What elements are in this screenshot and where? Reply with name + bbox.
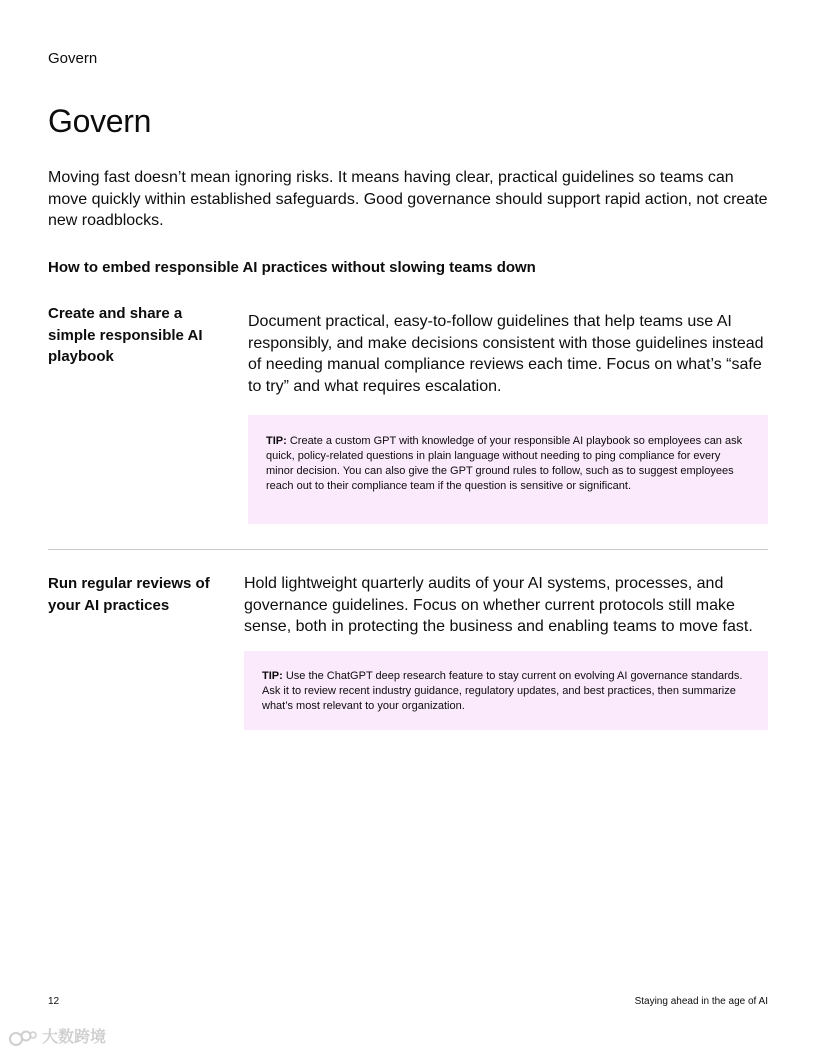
page-number: 12 <box>48 996 60 1007</box>
watermark <box>8 1028 106 1048</box>
tip-label: TIP: <box>266 435 287 447</box>
tip-box <box>248 415 768 524</box>
section-subheading: How to embed responsible AI practices without slowing teams down <box>48 259 536 276</box>
watermark-text: 大数跨境 <box>42 1029 107 1046</box>
practice-body: Document practical, easy-to-follow guidelines that help teams use AI responsibly, and make decisions consistent with those guidelines instead of needing manual compliance reviews each time. Focus on what’s “safe to try” and what requires escalation. <box>248 313 764 395</box>
page-title: Govern <box>48 103 152 139</box>
tip-text: Use the ChatGPT deep research feature to stay current on evolving AI governance standards. Ask it to review recent industry guidance, regulatory updates, and best practices, then summarize what’s most relevant to your organization. <box>262 670 743 712</box>
intro-paragraph: Moving fast doesn’t mean ignoring risks. It means having clear, practical guidelines so teams can move quickly within established safeguards. Good governance should support rapid action, not create new roadblocks. <box>48 169 768 229</box>
footer-document-title: Staying ahead in the age of AI <box>634 996 768 1007</box>
tip-label: TIP: <box>262 670 283 682</box>
practice-label: Run regular reviews of your AI practices <box>48 575 210 614</box>
tip-text: Create a custom GPT with knowledge of your responsible AI playbook so employees can ask quick, policy-related questions in plain language without needing to ping compliance for every minor decision. You can also give the GPT ground rules to follow, such as to suggest employees reach out to their compliance team if the question is sensitive or significant. <box>266 435 743 492</box>
running-header: Govern <box>48 50 98 67</box>
tip-box <box>244 651 768 730</box>
practice-label: Create and share a simple responsible AI playbook <box>48 305 203 365</box>
practice-body: Hold lightweight quarterly audits of your AI systems, processes, and governance guidelines. Focus on whether current protocols still make sense, both in protecting the business and enabling teams to move fast. <box>244 575 753 635</box>
section-divider <box>48 549 768 550</box>
watermark-logo-icon <box>8 1028 38 1048</box>
